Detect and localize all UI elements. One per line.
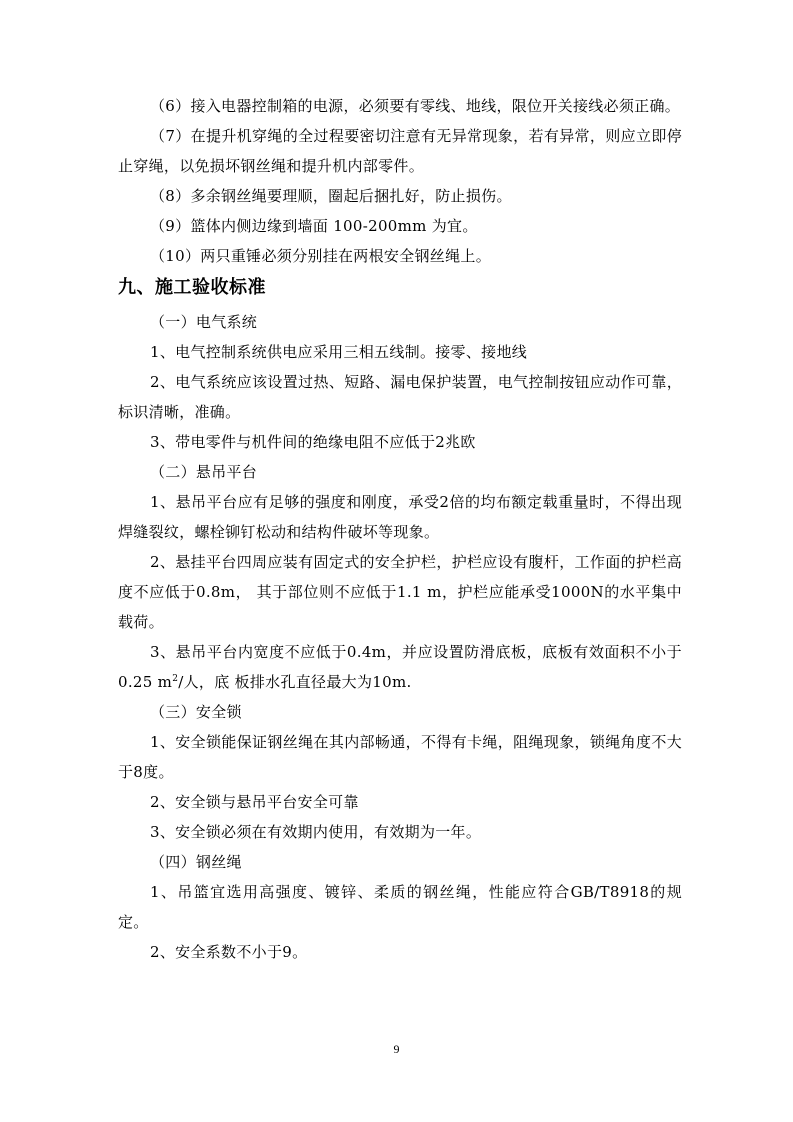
platform-item-3-text: 3、悬吊平台内宽度不应低于0.4m，并应设置防滑底板，底板有效面积不小于0.25 m <box>118 643 682 691</box>
electrical-item-2: 2、电气系统应该设置过热、短路、漏电保护装置，电气控制按钮应动作可靠，标识清晰，准确。 <box>118 373 682 421</box>
subsection-title-electrical: （一）电气系统 <box>150 313 258 331</box>
platform-item-3 <box>118 637 682 697</box>
lock-item-2: 2、安全锁与悬吊平台安全可靠 <box>150 793 359 811</box>
clause-8: （8）多余钢丝绳要理顺，圈起后捆扎好，防止损伤。 <box>150 187 512 205</box>
page-content <box>118 91 682 967</box>
lock-item-3: 3、安全锁必须在有效期内使用，有效期为一年。 <box>150 823 482 841</box>
electrical-item-1: 1、电气控制系统供电应采用三相五线制。接零、接地线 <box>150 343 528 361</box>
platform-item-1: 1、悬吊平台应有足够的强度和刚度，承受2倍的均布额定载重量时，不得出现焊缝裂纹，螺栓铆钉松动和结构件破坏等现象。 <box>118 493 682 541</box>
section-heading: 九、施工验收标准 <box>118 277 266 298</box>
rope-item-1: 1、吊篮宜选用高强度、镀锌、柔质的钢丝绳，性能应符合GB/T8918的规定。 <box>118 883 682 931</box>
clause-6: （6）接入电器控制箱的电源，必须要有零线、地线，限位开关接线必须正确。 <box>150 97 681 115</box>
clause-9: （9）篮体内侧边缘到墙面 100-200mm 为宜。 <box>150 217 478 235</box>
platform-item-2: 2、悬挂平台四周应装有固定式的安全护栏，护栏应设有腹杆，工作面的护栏高度不应低于0.8m， 其于部位则不应低于1.1 m，护栏应能承受1000N的水平集中载荷。 <box>118 553 682 631</box>
superscript-2: 2 <box>172 674 179 684</box>
subsection-title-platform: （二）悬吊平台 <box>150 463 258 481</box>
electrical-item-3: 3、带电零件与机件间的绝缘电阻不应低于2兆欧 <box>150 433 476 451</box>
lock-item-1: 1、安全锁能保证钢丝绳在其内部畅通，不得有卡绳，阻绳现象，锁绳角度不大于8度。 <box>118 733 682 781</box>
page-number: 9 <box>393 1042 400 1056</box>
clause-7: （7）在提升机穿绳的全过程要密切注意有无异常现象，若有异常，则应立即停止穿绳，以免损坏钢丝绳和提升机内部零件。 <box>118 127 682 175</box>
platform-item-3-text-end: /人，底 板排水孔直径最大为10m. <box>178 673 412 691</box>
rope-item-2: 2、安全系数不小于9。 <box>150 943 308 961</box>
subsection-title-rope: （四）钢丝绳 <box>150 853 242 871</box>
clause-10: （10）两只重锤必须分别挂在两根安全钢丝绳上。 <box>150 247 491 265</box>
subsection-title-lock: （三）安全锁 <box>150 703 242 721</box>
